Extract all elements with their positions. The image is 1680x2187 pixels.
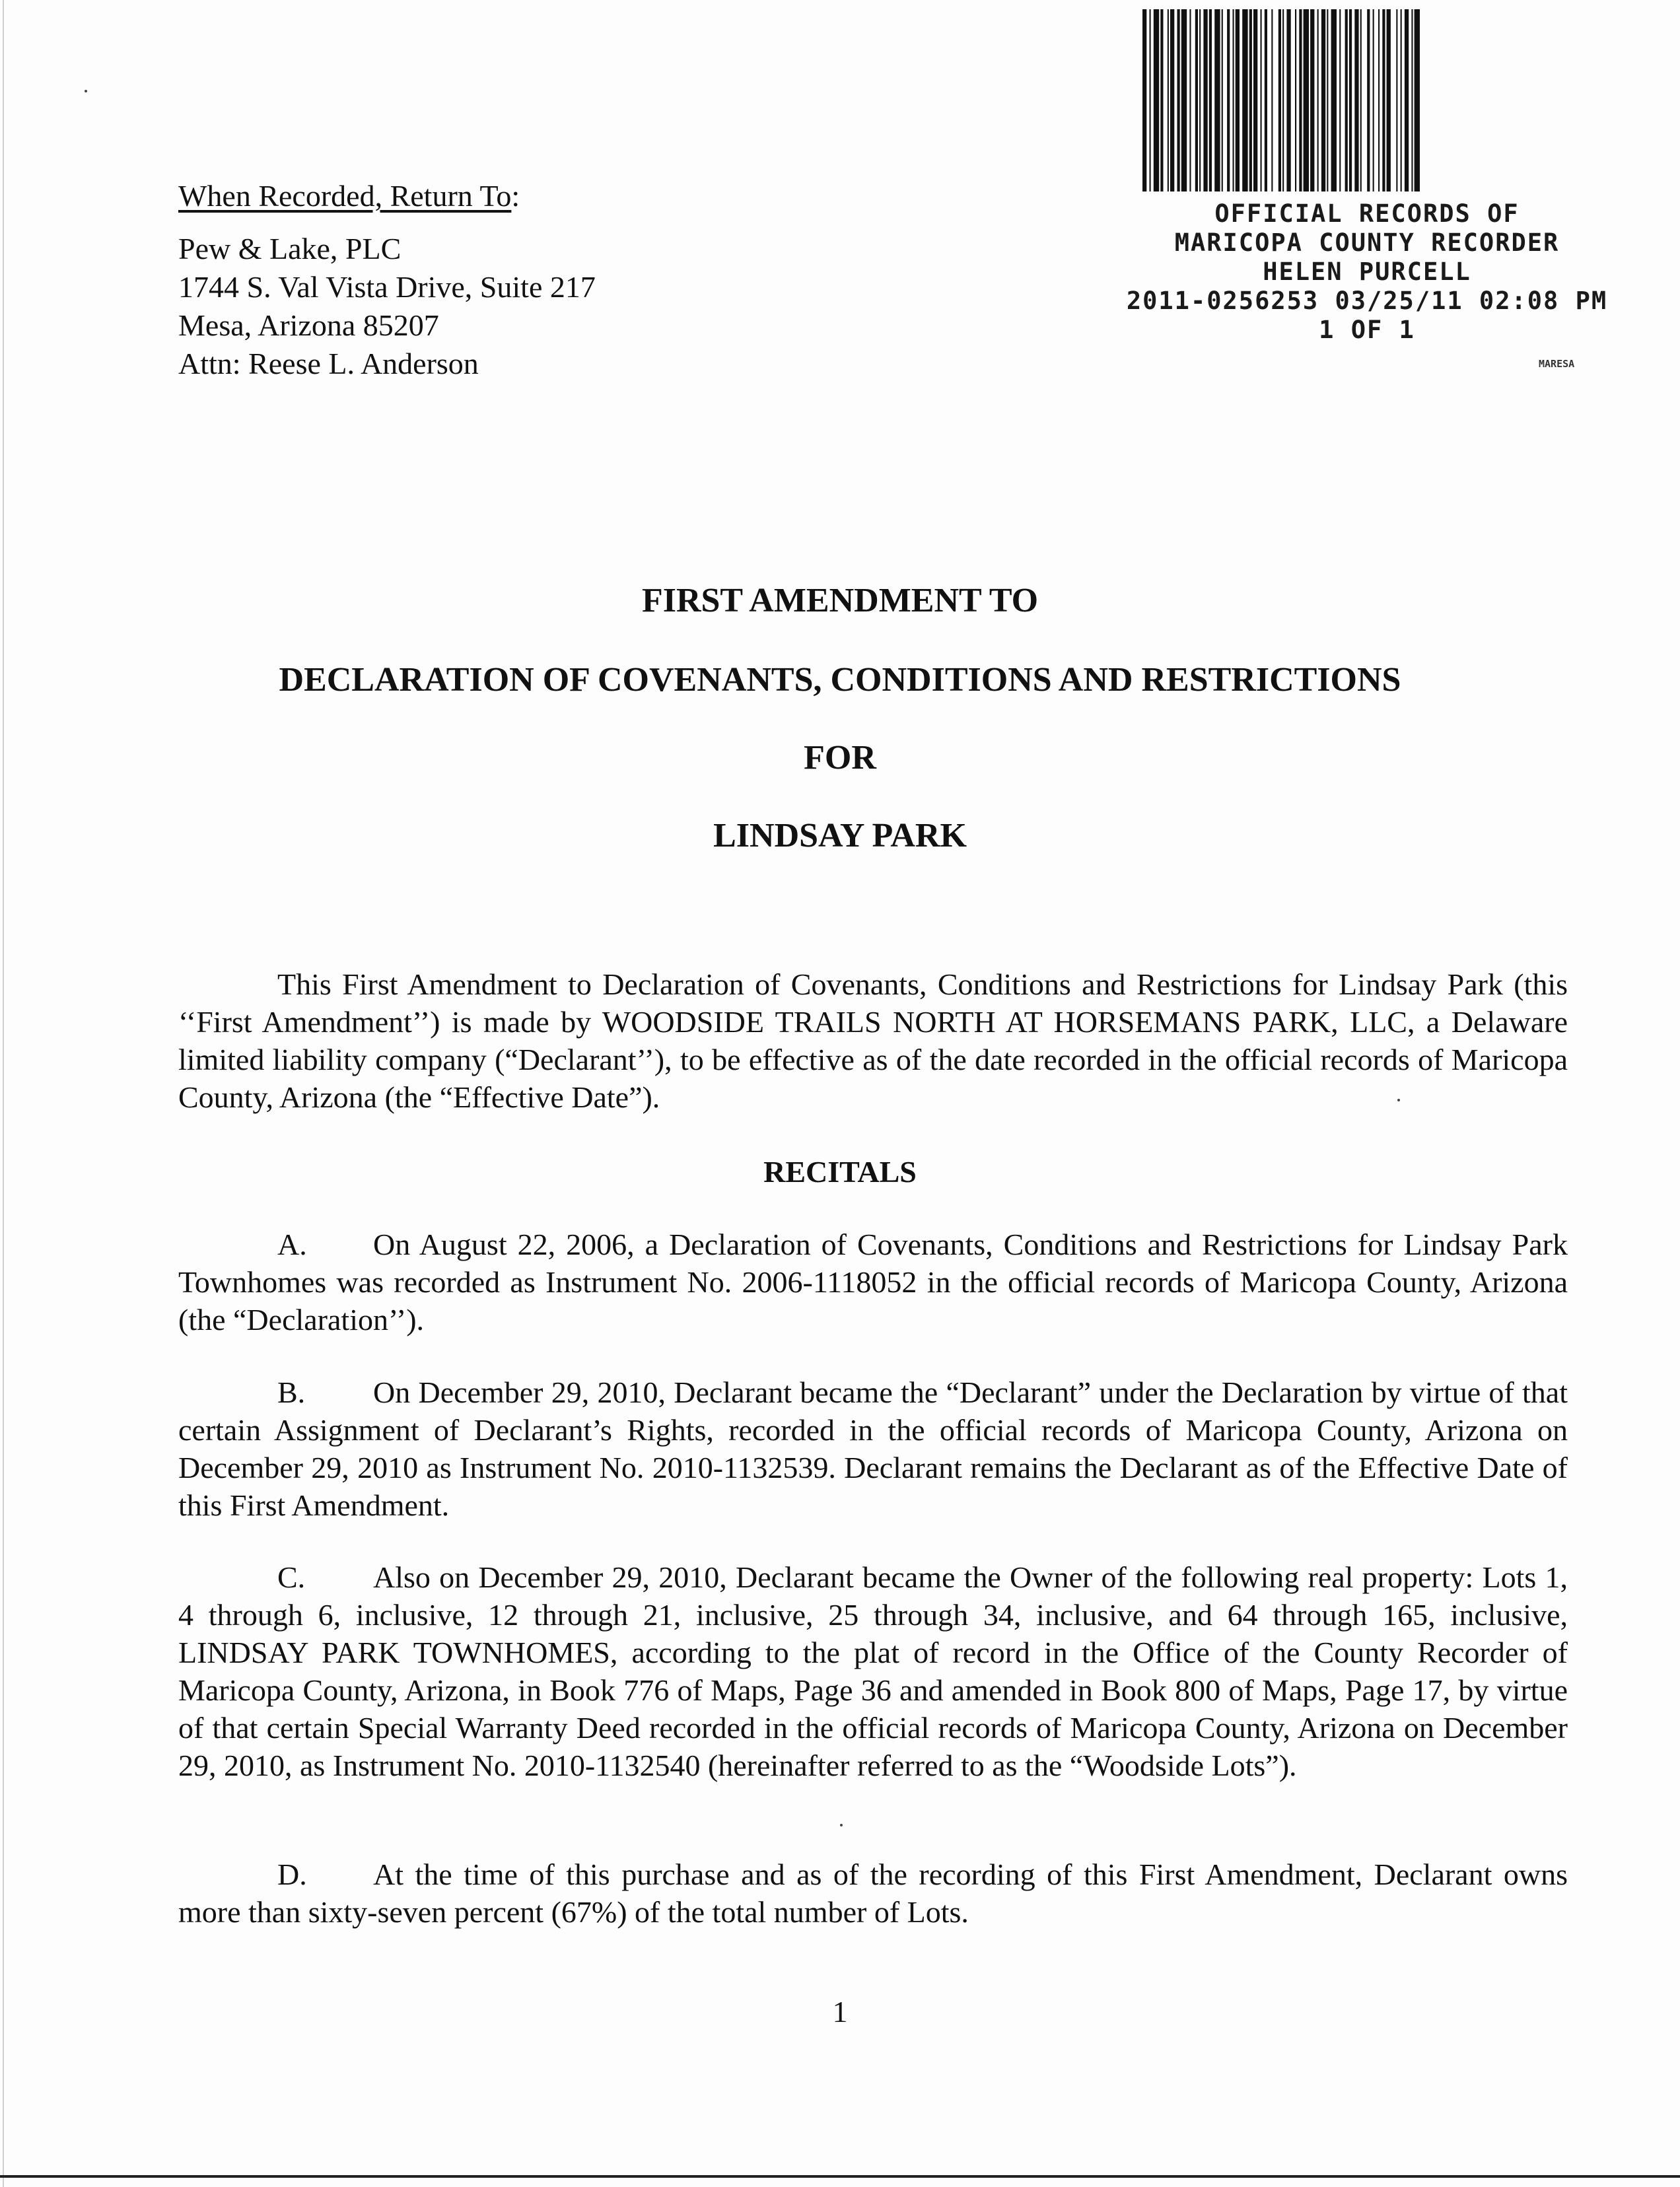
recitals-heading: RECITALS	[763, 1155, 917, 1189]
title-line-1: FIRST AMENDMENT TO	[641, 582, 1039, 619]
barcode-bar	[1189, 9, 1191, 191]
scan-bottom-edge	[0, 2175, 1680, 2178]
barcode-bar	[1227, 9, 1230, 191]
barcode-bar	[1354, 9, 1358, 191]
barcode-bar	[1203, 9, 1207, 191]
barcode-bar	[1154, 9, 1159, 191]
barcode-bar	[1317, 9, 1319, 191]
barcode-bar	[1405, 9, 1409, 191]
page-number: 1	[832, 1995, 848, 2029]
return-to-block	[178, 177, 707, 383]
stamp-recording-number: 2011-0256253 03/25/11 02:08 PM	[1126, 287, 1608, 315]
barcode-bar	[1199, 9, 1201, 191]
barcode-bar	[1415, 9, 1420, 191]
recital-text: On August 22, 2006, a Declaration of Covenants, Conditions and Restrictions for Lindsay Park Townhomes was recorded as Instrument No. 2006-1118052 in the official records of Maricopa County, Arizona (the “Declaration’’).	[178, 1228, 1568, 1336]
recital-letter: D.	[277, 1857, 307, 1891]
recital-letter: A.	[277, 1228, 307, 1261]
title-line-2: DECLARATION OF COVENANTS, CONDITIONS AND RESTRICTIONS	[279, 661, 1401, 699]
scan-left-edge	[3, 0, 4, 2187]
barcode-bar	[1278, 9, 1281, 191]
barcode-bar	[1327, 9, 1328, 191]
barcode-bar	[1299, 9, 1302, 191]
barcode-bar	[1170, 9, 1174, 191]
return-to-colon: :	[511, 179, 520, 213]
barcode-bar	[1282, 9, 1284, 191]
stamp-line: HELEN PURCELL	[1263, 258, 1471, 286]
recital-text: On December 29, 2010, Declarant became the “Declarant” under the Declaration by virtue of that certain Assignment of Declarant’s Rights, recorded in the official records of Maricopa County, Arizona on December 29, 2010 as Instrument No. 2010-1132539. Declarant remains the Declarant as of the Effective Date of this First Amendment.	[178, 1375, 1568, 1522]
barcode-bar	[1345, 9, 1348, 191]
barcode-bar	[1242, 9, 1247, 191]
barcode-bar	[1387, 9, 1391, 191]
stamp-page-count: 1 OF 1	[1319, 316, 1415, 344]
barcode-bar	[1382, 9, 1385, 191]
recorder-stamp	[1096, 199, 1638, 345]
barcode-bar	[1321, 9, 1325, 191]
barcode-bar	[1271, 9, 1273, 191]
barcode-bar	[1339, 9, 1341, 191]
barcode-bar	[1286, 9, 1290, 191]
scan-speck	[840, 1824, 843, 1826]
barcode-bar	[1373, 9, 1374, 191]
barcode-bar	[1195, 9, 1198, 191]
barcode-bar	[1150, 9, 1151, 191]
barcode-bar	[1295, 9, 1296, 191]
stamp-line: OFFICIAL RECORDS OF	[1214, 199, 1520, 228]
stamp-line: MARICOPA COUNTY RECORDER	[1174, 228, 1560, 257]
barcode-bar	[1411, 9, 1413, 191]
recital-b	[178, 1373, 1568, 1524]
recital-text: Also on December 29, 2010, Declarant became the Owner of the following real property: Lots 1, 4 through 6, inclusive, 12 through 21, inclusive, 25 through 34, inclusive, and 64 through 165, inclusive, LINDSAY PARK TOWNHOMES, according to the plat of record in the Office of the County Recorder of Maricopa County, Arizona, in Book 776 of Maps, Page 36 and amended in Book 800 of Maps, Page 17, by virtue of that certain Special Warranty Deed recorded in the official records of Maricopa County, Arizona on December 29, 2010, as Instrument No. 2010-1132540 (hereinafter referred to as the “Woodside Lots”).	[178, 1560, 1568, 1782]
barcode-bar	[1177, 9, 1180, 191]
scan-speck	[1397, 1099, 1400, 1101]
address-line: Pew & Lake, PLC	[178, 232, 402, 265]
barcode-bar	[1261, 9, 1262, 191]
recital-d	[178, 1856, 1568, 1931]
barcode-bar	[1142, 9, 1146, 191]
barcode-bar	[1181, 9, 1187, 191]
intro-paragraph: This First Amendment to Declaration of Covenants, Conditions and Restrictions for Lindsay Park (this ‘‘First Amendment’’) is made by WOODSIDE TRAILS NORTH AT HORSEMANS PARK, LLC, a Delaware limited liability company (“Declarant’’), to be effective as of the date recorded in the official records of Maricopa County, Arizona (the “Effective Date”).	[178, 967, 1568, 1114]
barcode-bar	[1236, 9, 1240, 191]
barcode-bar	[1396, 9, 1397, 191]
barcode-bar	[1401, 9, 1402, 191]
barcode-bar	[1378, 9, 1380, 191]
recital-letter: B.	[277, 1375, 306, 1409]
barcode-bar	[1209, 9, 1212, 191]
barcode-bar	[1168, 9, 1169, 191]
barcode-bar	[1265, 9, 1267, 191]
barcode-bar	[1331, 9, 1337, 191]
barcode-bar	[1310, 9, 1314, 191]
stamp-code: MARESA	[1539, 358, 1575, 370]
recital-text: At the time of this purchase and as of the recording of this First Amendment, Declarant owns more than sixty-seven percent (67%) of the total number of Lots.	[178, 1857, 1568, 1929]
barcode-bar	[1249, 9, 1252, 191]
barcode-bar	[1222, 9, 1223, 191]
return-to-heading: When Recorded, Return To	[178, 179, 512, 213]
recital-c	[178, 1558, 1568, 1784]
barcode-bar	[1349, 9, 1352, 191]
barcode-bar	[1233, 9, 1234, 191]
title-line-4: LINDSAY PARK	[713, 817, 967, 854]
barcode-icon	[1142, 9, 1558, 191]
address-line: Mesa, Arizona 85207	[178, 308, 439, 342]
barcode-bar	[1253, 9, 1257, 191]
scan-speck	[85, 90, 87, 92]
barcode-bar	[1304, 9, 1309, 191]
barcode-bar	[1367, 9, 1370, 191]
title-line-3: FOR	[804, 739, 876, 777]
barcode-bar	[1214, 9, 1220, 191]
address-line: 1744 S. Val Vista Drive, Suite 217	[178, 270, 596, 304]
address-line: Attn: Reese L. Anderson	[178, 347, 479, 380]
barcode-bar	[1360, 9, 1362, 191]
barcode-bar	[1160, 9, 1163, 191]
recital-letter: C.	[277, 1560, 306, 1594]
recital-a	[178, 1226, 1568, 1338]
